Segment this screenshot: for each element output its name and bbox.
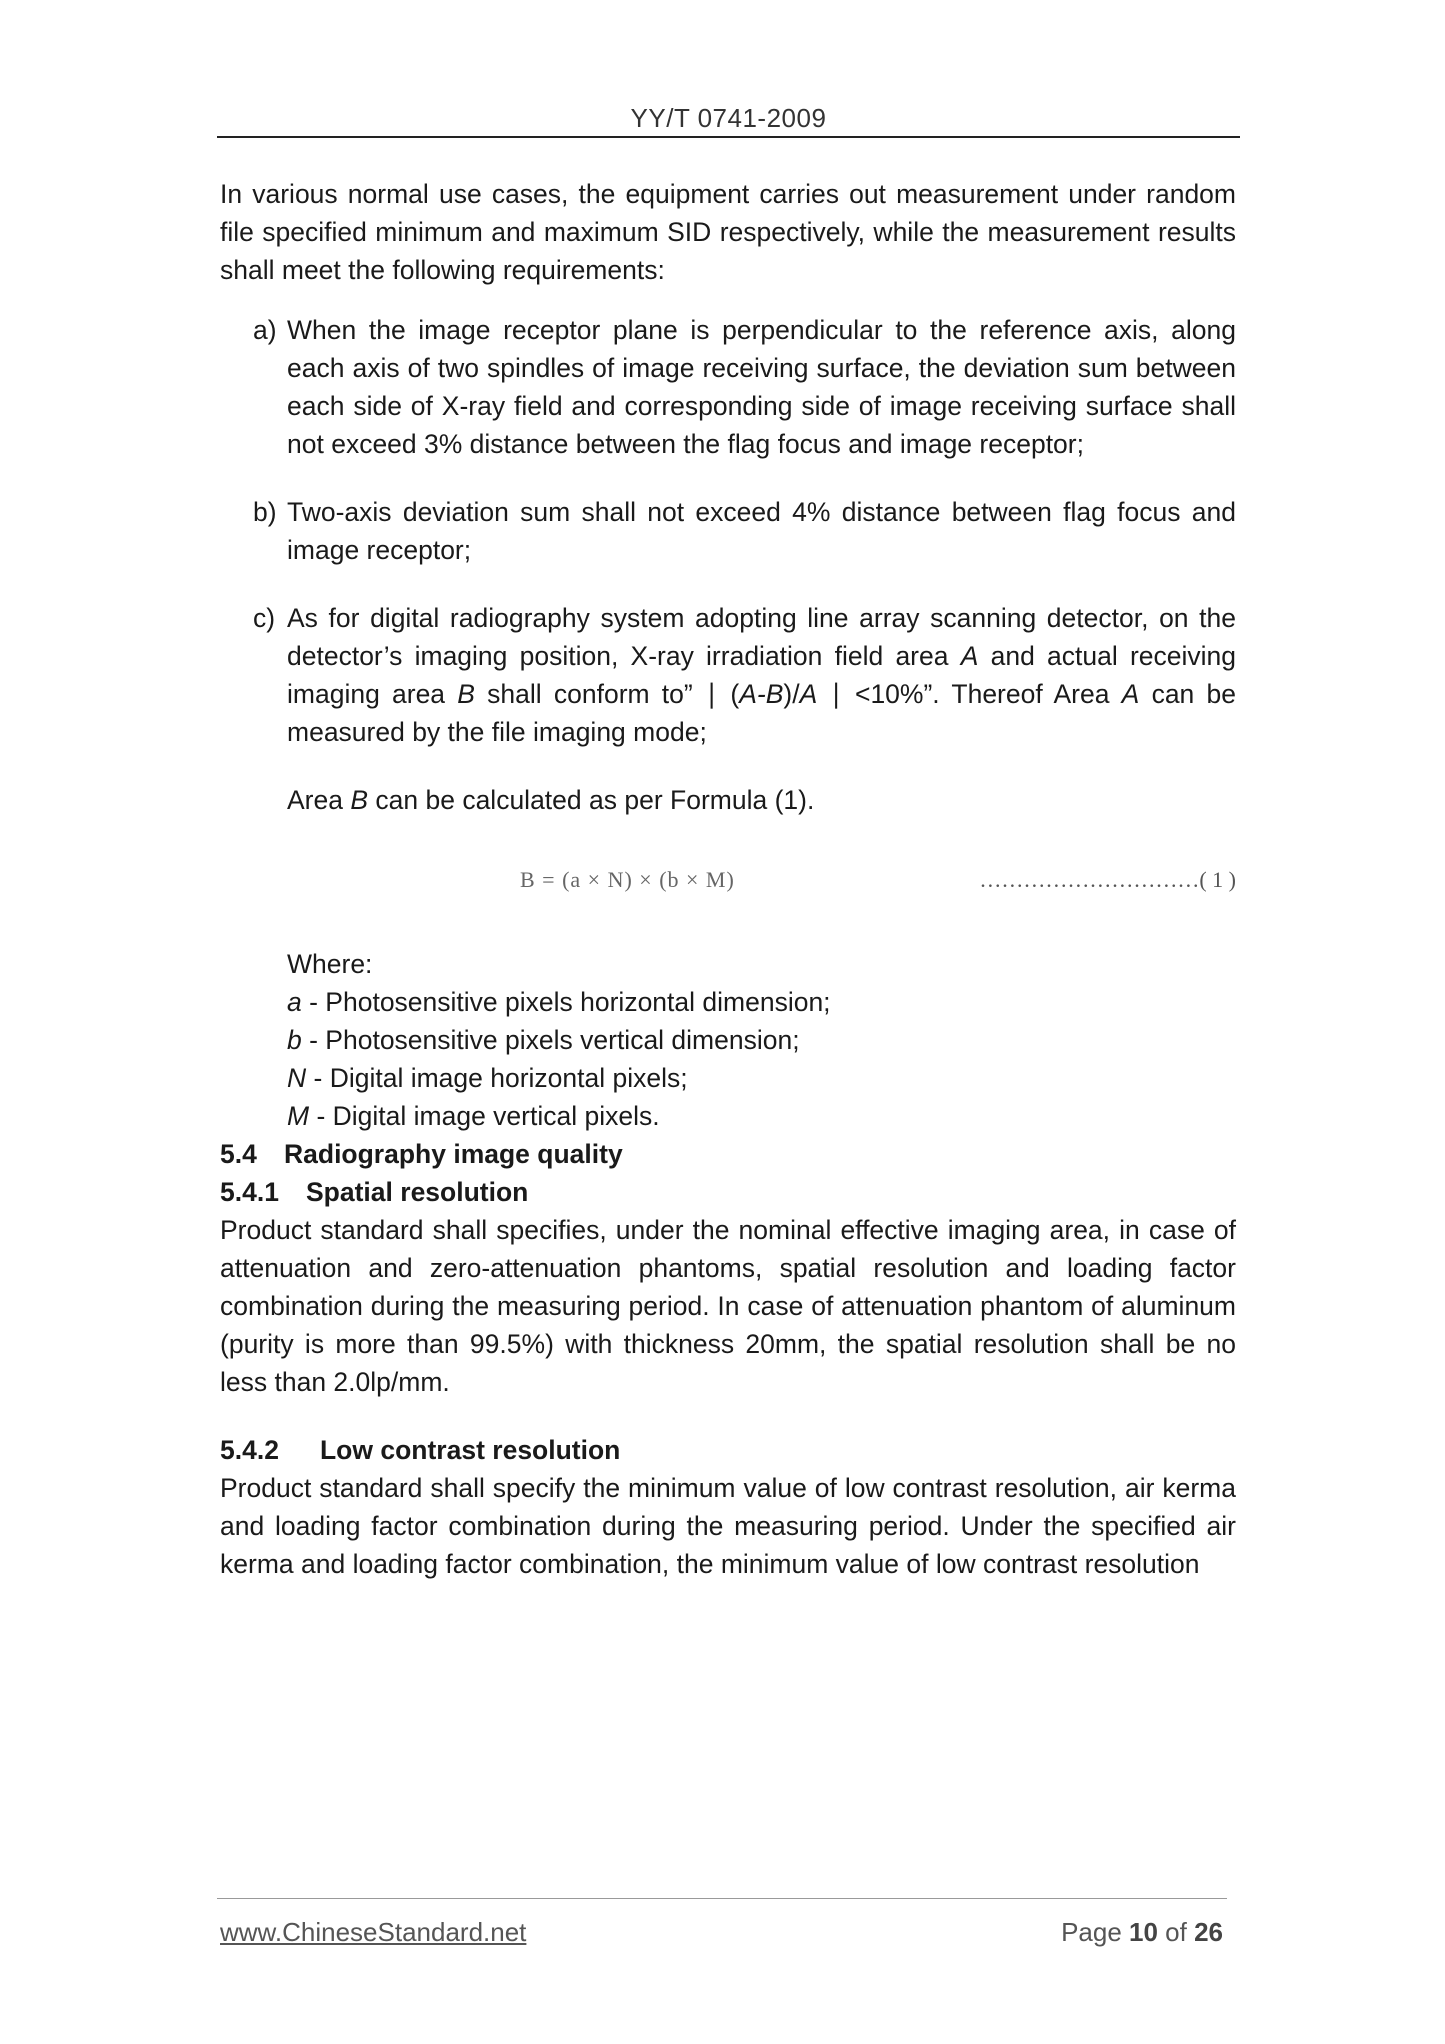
list-marker: b) — [253, 497, 277, 527]
list-item-text: Two-axis deviation sum shall not exceed 4% distance between flag focus and image receptor; — [287, 497, 1236, 565]
formula-expression: B = (a × N) × (b × M) — [520, 867, 735, 892]
footer-page-number — [1061, 1917, 1223, 1948]
formula-row — [220, 859, 1236, 899]
text-run: and actual receiving imaging area — [287, 641, 1236, 709]
text-run: Area — [287, 785, 351, 815]
section-title: Radiography image quality — [284, 1139, 623, 1169]
definition: - Photosensitive pixels horizontal dimension; — [301, 987, 831, 1017]
section-title: Low contrast resolution — [320, 1435, 621, 1465]
definition: - Digital image horizontal pixels; — [306, 1063, 688, 1093]
area-b-line — [220, 781, 1236, 819]
current-page: 10 — [1129, 1917, 1158, 1947]
section-title: Spatial resolution — [306, 1177, 529, 1207]
body-content — [220, 175, 1236, 1583]
where-item-n — [220, 1059, 1236, 1097]
leader-dots: ………………………… — [979, 867, 1200, 892]
variable: M — [287, 1101, 310, 1131]
paragraph-spatial-resolution: Product standard shall specifies, under the nominal effective imaging area, in case of attenuation and zero-attenuation phantoms, spatial resolution and loading factor combination during the measuring period. In case of attenuation phantom of aluminum (purity is more than 99.5%) with thickness 20mm, the spatial resolution shall be no less than 2.0lp/mm. — [220, 1215, 1236, 1397]
variable: A — [1121, 679, 1140, 709]
list-item-c — [220, 599, 1236, 751]
text-run: can be calculated as per Formula (1). — [368, 785, 815, 815]
footer-site-link[interactable]: www.ChineseStandard.net — [220, 1917, 527, 1947]
variable: B — [350, 785, 369, 815]
list-marker: c) — [253, 603, 276, 633]
section-heading-5-4 — [220, 1135, 1236, 1173]
list-marker: a) — [253, 315, 277, 345]
where-item-m — [220, 1097, 1236, 1135]
text-run: of — [1157, 1917, 1195, 1947]
intro-paragraph: In various normal use cases, the equipment carries out measurement under random file specified minimum and maximum SID respectively, while the measurement results shall meet the following requirements: — [220, 179, 1236, 285]
list-item-text: When the image receptor plane is perpendicular to the reference axis, along each axis of two spindles of image receiving surface, the deviation sum between each side of X-ray field and corresponding side of image receiving surface shall not exceed 3% distance between the flag focus and image receptor; — [287, 315, 1236, 459]
text-run: ∣ <10%”. Thereof Area — [817, 679, 1122, 709]
variable: A — [799, 679, 818, 709]
definition: - Photosensitive pixels vertical dimension; — [301, 1025, 800, 1055]
text-run: As for digital radiography system adopting line array scanning detector, on the detector’s imaging position, X-ray irradiation field area — [287, 603, 1236, 671]
total-pages: 26 — [1194, 1917, 1223, 1947]
variable: a — [287, 987, 302, 1017]
section-heading-5-4-1 — [220, 1173, 1236, 1211]
where-item-a — [220, 983, 1236, 1021]
text-run: can be measured by the file imaging mode; — [287, 679, 1236, 747]
paragraph-low-contrast: Product standard shall specify the minimum value of low contrast resolution, air kerma and loading factor combination during the measuring period. Under the specified air kerma and loading factor combination, the minimum value of low contrast resolution — [220, 1473, 1236, 1579]
header-rule — [217, 136, 1240, 138]
formula-reference — [979, 861, 1236, 899]
list-item-text — [287, 599, 1236, 751]
variable: b — [287, 1025, 302, 1055]
section-number: 5.4 — [220, 1139, 257, 1169]
variable: B — [457, 679, 475, 709]
header-doc-code: YY/T 0741-2009 — [630, 103, 827, 133]
variable: N — [287, 1063, 307, 1093]
section-number: 5.4.2 — [220, 1435, 279, 1465]
variable: A — [960, 641, 979, 671]
text-run: Page — [1061, 1917, 1130, 1947]
definition: - Digital image vertical pixels. — [309, 1101, 660, 1131]
formula-number: ( 1 ) — [1199, 867, 1236, 892]
where-item-b — [220, 1021, 1236, 1059]
variable: A-B — [739, 679, 784, 709]
text-run: shall conform to” ∣ ( — [474, 679, 740, 709]
section-heading-5-4-2 — [220, 1431, 1236, 1469]
footer-rule — [217, 1898, 1227, 1899]
list-item-a — [220, 311, 1236, 463]
section-number: 5.4.1 — [220, 1177, 279, 1207]
list-item-b — [220, 493, 1236, 569]
text-run: )/ — [783, 679, 800, 709]
where-label: Where: — [287, 949, 373, 979]
